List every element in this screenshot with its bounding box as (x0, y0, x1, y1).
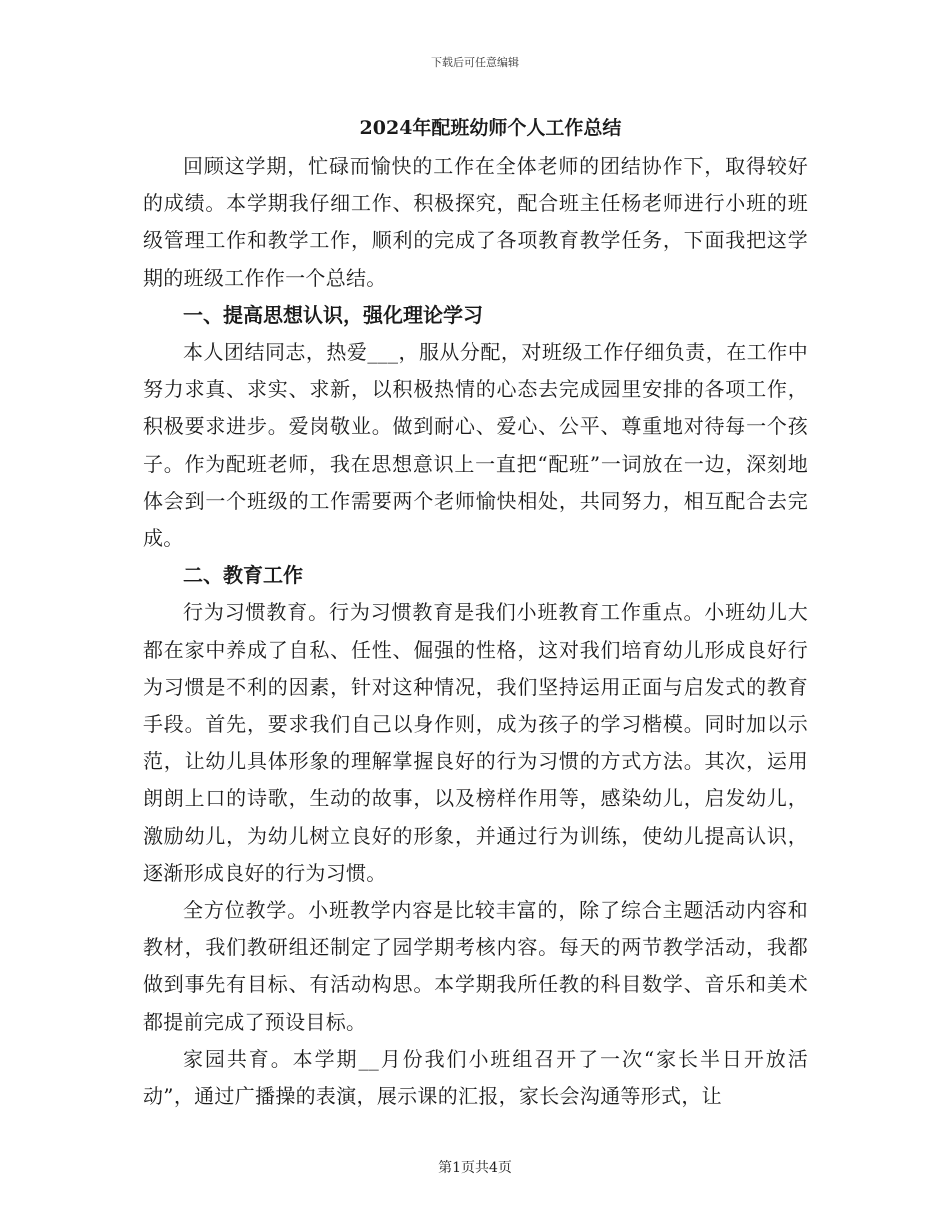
page-header-note: 下载后可任意编辑 (431, 56, 519, 69)
section-1-paragraph: 本人团结同志，热爱___，服从分配，对班级工作仔细负责，在工作中努力求真、求实、求新，以积极热情的心态去完成园里安排的各项工作，积极要求进步。爱岗敬业。做到耐心、爱心、公平、尊重地对待每一个孩子。作为配班老师，我在思想意识上一直把“配班”一词放在一边，深刻地体会到一个班级的工作需要两个老师愉快相处，共同努力，相互配合去完成。 (143, 340, 808, 551)
section-2-paragraph-2: 全方位教学。小班教学内容是比较丰富的，除了综合主题活动内容和教材，我们教研组还制定了园学期考核内容。每天的两节教学活动，我都做到事先有目标、有活动构思。本学期我所任教的科目数学、音乐和美术都提前完成了预设目标。 (143, 898, 808, 1034)
document-body (143, 114, 808, 1115)
section-2-heading: 二、教育工作 (183, 563, 303, 588)
section-2-paragraph-1: 行为习惯教育。行为习惯教育是我们小班教育工作重点。小班幼儿大都在家中养成了自私、任性、倔强的性格，这对我们培育幼儿形成良好行为习惯是不利的因素，针对这种情况，我们坚持运用正面与启发式的教育手段。首先，要求我们自己以身作则，成为孩子的学习楷模。同时加以示范，让幼儿具体形象的理解掌握良好的行为习惯的方式方法。其次，运用朗朗上口的诗歌，生动的故事，以及榜样作用等，感染幼儿，启发幼儿，激励幼儿，为幼儿树立良好的形象，并通过行为训练，使幼儿提高认识，逐渐形成良好的行为习惯。 (143, 600, 808, 885)
section-2-paragraph-3: 家园共育。本学期__月份我们小班组召开了一次“家长半日开放活动”，通过广播操的表演，展示课的汇报，家长会沟通等形式，让 (143, 1046, 808, 1109)
document-title: 2024年配班幼师个人工作总结 (359, 117, 622, 139)
intro-paragraph: 回顾这学期，忙碌而愉快的工作在全体老师的团结协作下，取得较好的成绩。本学期我仔细工作、积极探究，配合班主任杨老师进行小班的班级管理工作和教学工作，顺利的完成了各项教育教学任务，下面我把这学期的班级工作作一个总结。 (143, 154, 808, 290)
page-footer-number: 第1页共4页 (438, 1160, 512, 1176)
section-1-heading: 一、提高思想认识，强化理论学习 (183, 302, 483, 327)
